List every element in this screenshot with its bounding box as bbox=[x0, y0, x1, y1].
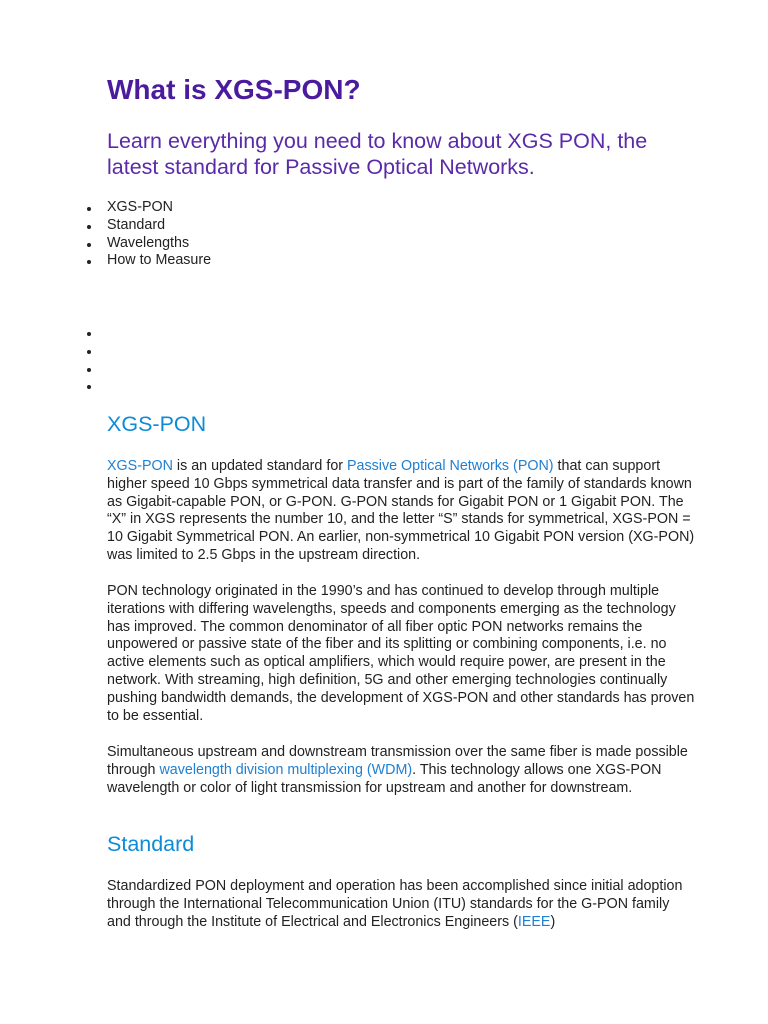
section-heading-xgs-pon: XGS-PON bbox=[107, 412, 207, 436]
paragraph-text: Simultaneous upstream and downstream transmission over the same fiber is made possible through bbox=[107, 744, 688, 778]
paragraph-text: ) bbox=[550, 913, 556, 930]
ieee-link[interactable]: IEEE bbox=[517, 913, 551, 930]
standard-paragraph-1 bbox=[107, 878, 697, 931]
page-subtitle: Learn everything you need to know about XGS PON, the latest standard for Passive Optical Networks. bbox=[107, 129, 648, 179]
passive-optical-networks-link[interactable]: Passive Optical Networks (PON) bbox=[347, 458, 554, 474]
paragraph-text: . This technology allows one XGS-PON wavelength or color of light transmission for upstream and another for downstream. bbox=[107, 761, 662, 796]
toc-item-xgs-pon[interactable]: XGS-PON bbox=[107, 199, 211, 217]
section-heading-standard: Standard bbox=[107, 832, 195, 856]
table-of-contents bbox=[107, 199, 211, 270]
xgs-pon-link[interactable]: XGS-PON bbox=[107, 458, 173, 474]
toc-item-how-to-measure[interactable]: How to Measure bbox=[107, 252, 212, 269]
xgs-pon-paragraph-3 bbox=[107, 744, 697, 797]
paragraph-text: that can support higher speed 10 Gbps symmetrical data transfer and is part of the family of standards known as Gigabit-capable PON, or G-PON. G-PON stands for Gigabit PON or 1 Gigabit PON. The “X” in XGS represents the number 10, and the letter “S” stands for symmetrical, XGS-PON = 10 Gigabit Symmetrical PON. An earlier, non-symmetrical 10 Gigabit PON version (XG-PON) was limited to 2.5 Gbps in the upstream direction. bbox=[107, 458, 695, 563]
toc-item-standard[interactable]: Standard bbox=[107, 217, 211, 235]
toc-item-wavelengths[interactable]: Wavelengths bbox=[107, 235, 211, 253]
page-title: What is XGS-PON? bbox=[107, 74, 361, 105]
wdm-link[interactable]: wavelength division multiplexing (WDM) bbox=[159, 761, 413, 778]
xgs-pon-paragraph-2: PON technology originated in the 1990’s and has continued to develop through multiple iterations with differing wavelengths, speeds and components emerging as the technology has improved. The common denominator of all fiber optic PON networks remains the unpowered or passive state of the fiber and its splitting or combining components, i.e. no active elements such as optical amplifiers, which would require power, are present in the network. With streaming, high definition, 5G and other emerging technologies continually pushing bandwidth demands, the development of XGS-PON and other standards has proven to be essential. bbox=[107, 583, 695, 724]
xgs-pon-paragraph-1 bbox=[107, 458, 697, 565]
paragraph-text: is an updated standard for bbox=[172, 458, 347, 474]
paragraph-text: Standardized PON deployment and operation has been accomplished since initial adoption through the International Telecommunication Union (ITU) standards for the G-PON family and through the Institute of Electrical and Electronics Engineers ( bbox=[107, 878, 683, 930]
